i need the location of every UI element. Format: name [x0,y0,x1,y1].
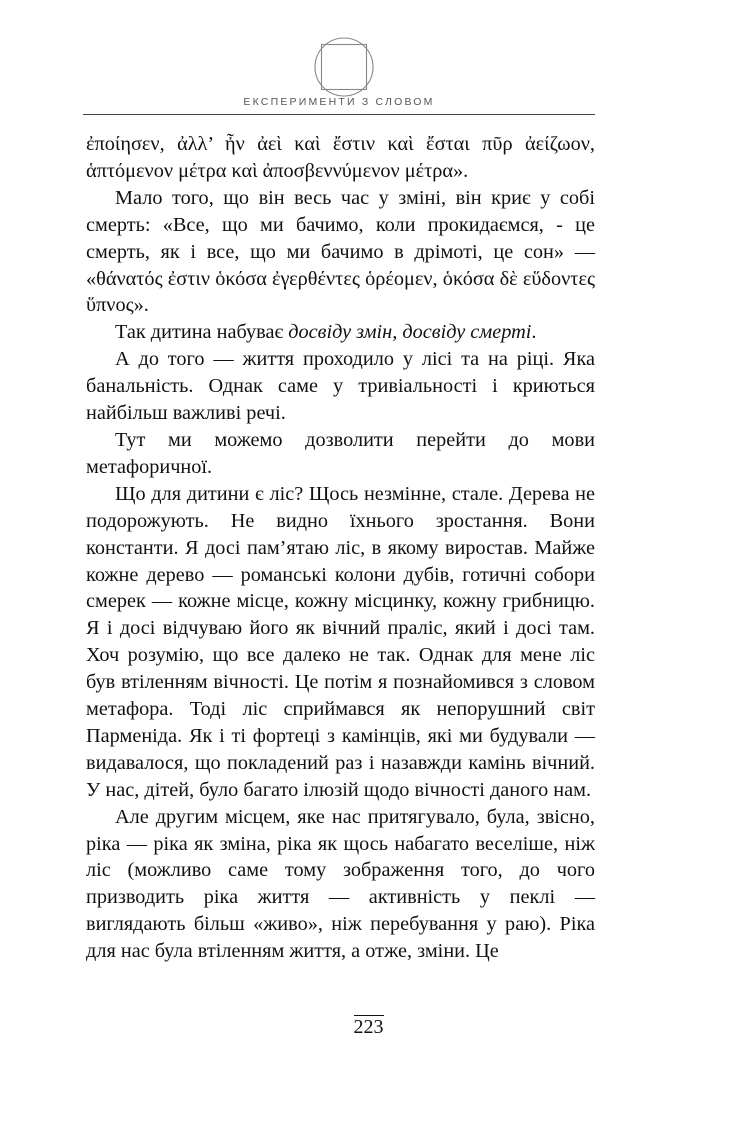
paragraph: ἐποίησεν, ἀλλ’ ἦν ἀεὶ καὶ ἔστιν καὶ ἔσται πῦρ ἀείζωον, ἁπτόμενον μέτρα καὶ ἀποσβεννύμενον μέτρα». [86,133,595,182]
page-number: 223 [353,1016,384,1038]
paragraph: А до того — життя проходило у лісі та на ріці. Яка банальність. Однак саме у тривіальності і криються найбільш важливі речі. [86,348,595,425]
paragraph-text: . [531,321,537,344]
paragraph: Що для дитини є ліс? Щось незмінне, стале. Дерева не подорожують. Не видно їхнього зростання. Вони константи. Я досі пам’ятаю ліс, в якому виростав. Майже кожне дерево — романські колони дубів, готичні собори смерек — кожне місце, кожну місцинку, кожну грибницю. Я і досі відчуваю його як вічний праліс, який і досі там. Хоч розумію, що все далеко не так. Однак для мене ліс був втіленням вічності. Це потім я познайомився з словом метафора. Тоді ліс сприймався як непорушний світ Парменіда. Як і ті фортеці з камінців, які ми будували — видавалося, що покладений раз і назавжди камінь вічний. У нас, дітей, було багато ілюзій щодо вічності даного нам. [86,482,595,801]
circle-square-emblem-icon [313,36,375,98]
header-rule [83,114,595,115]
running-head: ЕКСПЕРИМЕНТИ З СЛОВОМ [243,96,435,108]
italic-phrase: досвіду змін, досвіду смерті [288,321,532,344]
paragraph-text: Так дитина набуває [115,321,289,344]
paragraph: Мало того, що він весь час у зміні, він криє у собі смерть: «Все, що ми бачимо, коли прокидаємся, - це смерть, як і все, що ми бачимо в дрімоті, це сон» — «θάνατός ἐστιν ὁκόσα ἐγερθέντες ὁρέομεν, ὁκόσα δὲ εὕδοντες ὕπνος». [86,186,595,317]
paragraph [86,319,595,346]
paragraph: Але другим місцем, яке нас притягувало, була, звісно, ріка — ріка як зміна, ріка як щось набагато веселіше, ніж ліс (можливо саме тому зображення того, до чого призводить ріка життя — активність у пеклі — виглядають більш «живо», ніж перебування у раю). Ріка для нас була втіленням життя, а отже, зміни. Це [86,805,595,963]
paragraph: Тут ми можемо дозволити перейти до мови метафоричної. [86,428,595,478]
page-number-container [0,1015,737,1039]
body-text [86,131,595,965]
